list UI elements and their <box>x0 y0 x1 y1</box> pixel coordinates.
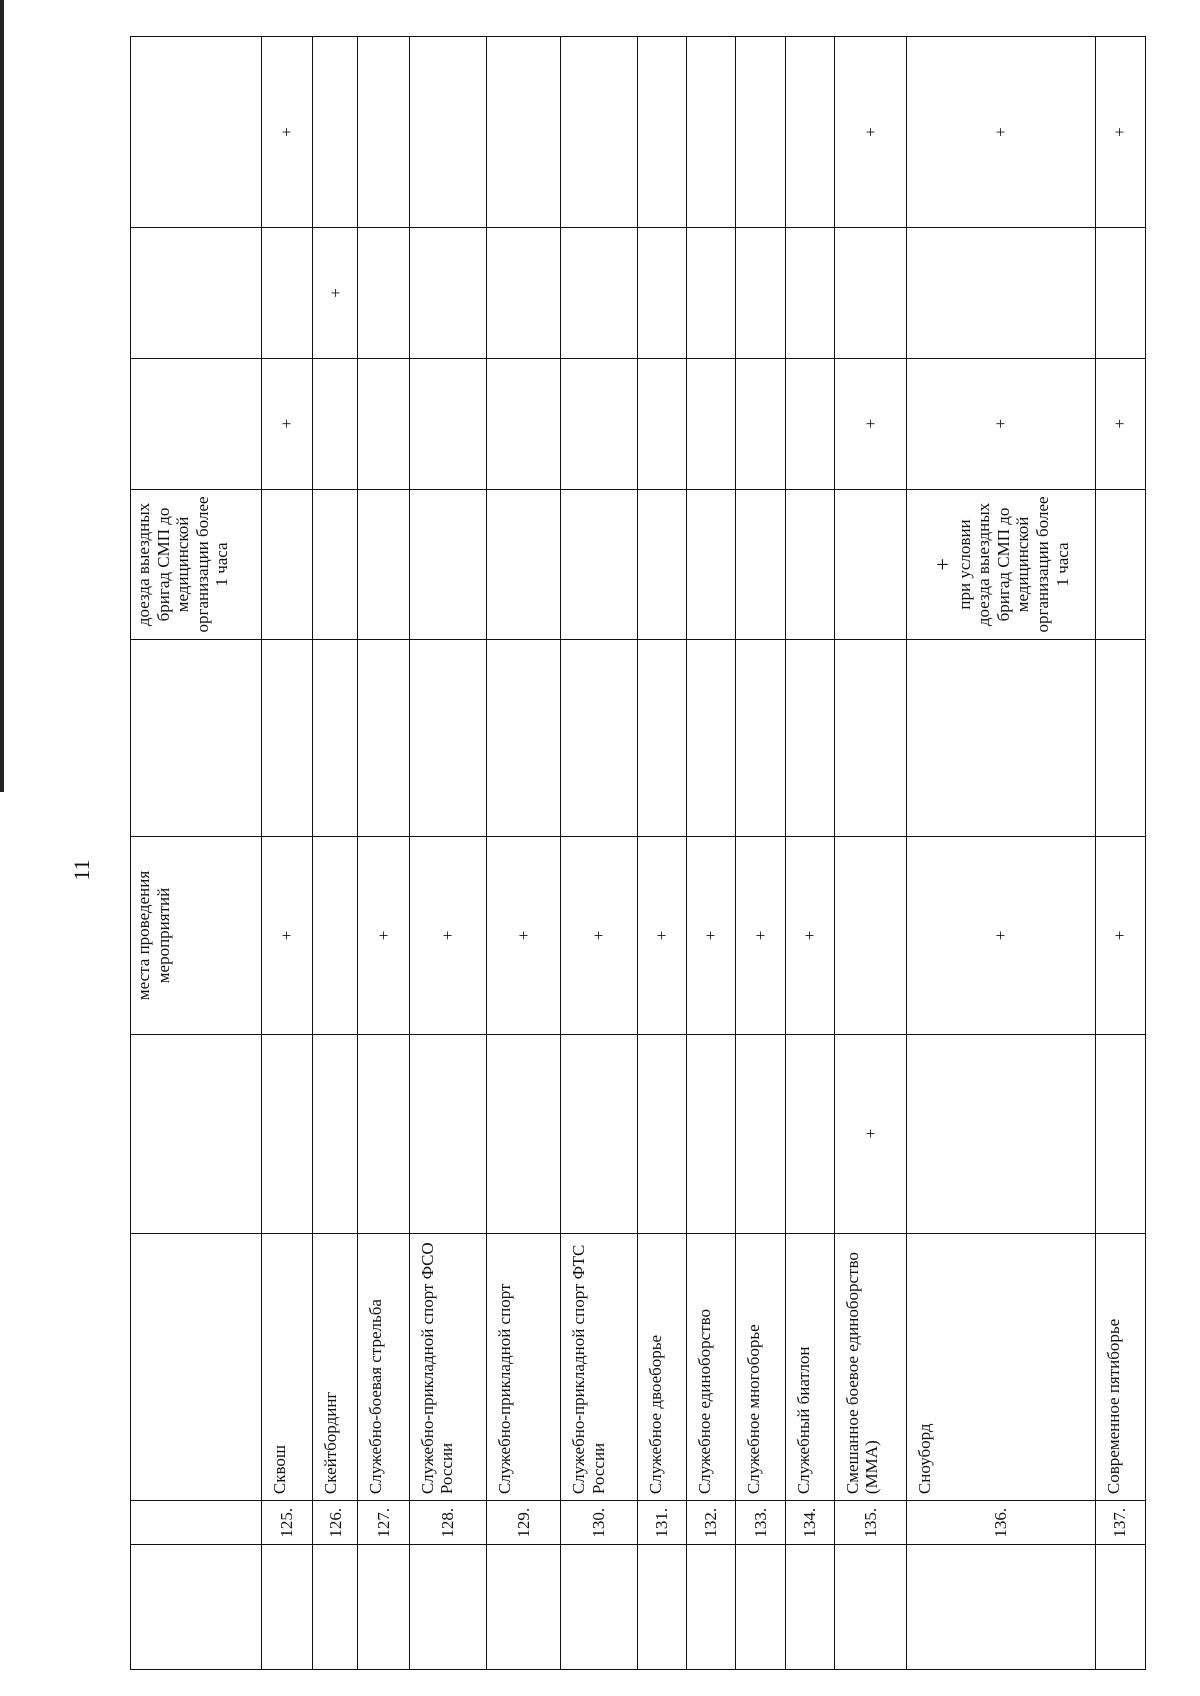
mark-cell-c3 <box>834 640 906 837</box>
row-spacer-cell <box>1095 1545 1145 1670</box>
corner-cell <box>131 1545 262 1670</box>
sport-name: Служебное единоборство <box>686 1233 735 1500</box>
row-number: 130. <box>561 1501 638 1545</box>
table-row <box>907 37 1095 1670</box>
row-number: 137. <box>1095 1501 1145 1545</box>
mark-cell-c4 <box>561 489 638 640</box>
row-number: 131. <box>637 1501 686 1545</box>
mark-cell-c3 <box>686 640 735 837</box>
table-row <box>1095 37 1145 1670</box>
mark-cell-c1 <box>262 1034 313 1233</box>
row-spacer-cell <box>262 1545 313 1670</box>
mark-cell-c5: + <box>907 358 1095 489</box>
mark-cell-c4 <box>1095 489 1145 640</box>
header-cell-name <box>131 1233 262 1500</box>
sport-name: Сквош <box>262 1233 313 1500</box>
sport-name: Скейтбординг <box>313 1233 358 1500</box>
sport-name: Служебно-прикладной спорт <box>486 1233 560 1500</box>
mark-cell-c3 <box>736 640 785 837</box>
row-spacer-cell <box>409 1545 486 1670</box>
row-spacer-cell <box>834 1545 906 1670</box>
sports-table <box>130 36 1146 1670</box>
sport-name: Смешанное боевое единоборство (ММА) <box>834 1233 906 1500</box>
mark-cell-c1 <box>561 1034 638 1233</box>
table-row <box>313 37 358 1670</box>
plus-mark: + <box>929 558 955 571</box>
row-spacer-cell <box>358 1545 409 1670</box>
header-cell-col6 <box>131 228 262 359</box>
mark-cell-c5: + <box>262 358 313 489</box>
table-row <box>637 37 686 1670</box>
mark-cell-c2: + <box>907 837 1095 1034</box>
row-number: 132. <box>686 1501 735 1545</box>
mark-cell-c3 <box>907 640 1095 837</box>
mark-cell-c5 <box>486 358 560 489</box>
mark-cell-c6 <box>736 228 785 359</box>
mark-cell-c7: + <box>262 37 313 228</box>
mark-cell-c7: + <box>834 37 906 228</box>
row-number: 127. <box>358 1501 409 1545</box>
mark-cell-c2: + <box>785 837 834 1034</box>
mark-cell-c2: + <box>561 837 638 1034</box>
mark-cell-c7 <box>561 37 638 228</box>
mark-cell-c1 <box>907 1034 1095 1233</box>
sport-name: Служебное многоборье <box>736 1233 785 1500</box>
header-cell-col7 <box>131 37 262 228</box>
mark-cell-c6 <box>907 228 1095 359</box>
row-number: 133. <box>736 1501 785 1545</box>
mark-cell-c7 <box>637 37 686 228</box>
mark-cell-c1 <box>785 1034 834 1233</box>
mark-cell-c6 <box>834 228 906 359</box>
row-number: 126. <box>313 1501 358 1545</box>
page-number: 11 <box>69 859 94 881</box>
mark-cell-c5 <box>637 358 686 489</box>
mark-cell-c2: + <box>686 837 735 1034</box>
mark-cell-c3 <box>637 640 686 837</box>
mark-cell-c7 <box>313 37 358 228</box>
mark-cell-c5 <box>313 358 358 489</box>
table-body <box>262 37 1146 1670</box>
row-spacer-cell <box>736 1545 785 1670</box>
mark-cell-c6 <box>637 228 686 359</box>
table-row <box>358 37 409 1670</box>
mark-cell-c7 <box>486 37 560 228</box>
row-number: 134. <box>785 1501 834 1545</box>
mark-cell-c5 <box>358 358 409 489</box>
mark-cell-c2: + <box>637 837 686 1034</box>
header-row <box>131 37 262 1670</box>
row-spacer-cell <box>686 1545 735 1670</box>
mark-cell-c3 <box>561 640 638 837</box>
mark-cell-c2 <box>834 837 906 1034</box>
mark-cell-c7: + <box>1095 37 1145 228</box>
mark-cell-c7 <box>409 37 486 228</box>
table-row <box>409 37 486 1670</box>
mark-cell-c6 <box>686 228 735 359</box>
mark-cell-c1 <box>313 1034 358 1233</box>
row-spacer-cell <box>907 1545 1095 1670</box>
mark-cell-c4 <box>785 489 834 640</box>
mark-cell-c6 <box>358 228 409 359</box>
mark-cell-c1 <box>358 1034 409 1233</box>
mark-cell-c5 <box>561 358 638 489</box>
mark-cell-c6 <box>785 228 834 359</box>
mark-cell-c4 <box>686 489 735 640</box>
mark-cell-c6: + <box>313 228 358 359</box>
mark-cell-c2: + <box>736 837 785 1034</box>
mark-cell-c3 <box>358 640 409 837</box>
mark-cell-c5 <box>736 358 785 489</box>
header-cell-col5 <box>131 358 262 489</box>
mark-cell-c3 <box>1095 640 1145 837</box>
mark-cell-c2: + <box>358 837 409 1034</box>
mark-cell-c1 <box>637 1034 686 1233</box>
mark-cell-c6 <box>486 228 560 359</box>
condition-note: при условии доезда выездных бригад СМП до медицинской организации более 1 часа <box>954 496 1072 633</box>
sport-name: Служебно-боевая стрельба <box>358 1233 409 1500</box>
mark-cell-c5 <box>686 358 735 489</box>
mark-cell-c2: + <box>1095 837 1145 1034</box>
table-row <box>834 37 906 1670</box>
mark-cell-c6 <box>1095 228 1145 359</box>
mark-cell-c1 <box>736 1034 785 1233</box>
mark-cell-c1 <box>1095 1034 1145 1233</box>
sport-name: Служебное двоеборье <box>637 1233 686 1500</box>
table-row <box>262 37 313 1670</box>
row-spacer-cell <box>637 1545 686 1670</box>
row-number: 129. <box>486 1501 560 1545</box>
header-cell-col4: доезда выездных бригад СМП до медицинской организации более 1 часа <box>131 489 262 640</box>
mark-cell-c1: + <box>834 1034 906 1233</box>
table-row <box>785 37 834 1670</box>
mark-cell-c3 <box>486 640 560 837</box>
row-number: 128. <box>409 1501 486 1545</box>
mark-cell-c6 <box>561 228 638 359</box>
sport-name: Служебно-прикладной спорт ФТС России <box>561 1233 638 1500</box>
mark-cell-c2 <box>313 837 358 1034</box>
row-spacer-cell <box>313 1545 358 1670</box>
mark-cell-c1 <box>486 1034 560 1233</box>
header-cell-number <box>131 1501 262 1545</box>
mark-cell-c4 <box>637 489 686 640</box>
sport-name: Сноуборд <box>907 1233 1095 1500</box>
sport-name: Служебно-прикладной спорт ФСО России <box>409 1233 486 1500</box>
mark-cell-c3 <box>262 640 313 837</box>
mark-cell-c3 <box>409 640 486 837</box>
sport-name: Служебный биатлон <box>785 1233 834 1500</box>
mark-cell-c4 <box>409 489 486 640</box>
condition-note-cell <box>907 489 1095 640</box>
row-number: 135. <box>834 1501 906 1545</box>
mark-cell-c7 <box>736 37 785 228</box>
mark-cell-c1 <box>686 1034 735 1233</box>
mark-cell-c5 <box>409 358 486 489</box>
mark-cell-c4 <box>358 489 409 640</box>
row-spacer-cell <box>486 1545 560 1670</box>
row-spacer-cell <box>561 1545 638 1670</box>
scan-edge <box>0 0 4 792</box>
mark-cell-c7 <box>785 37 834 228</box>
table-row <box>686 37 735 1670</box>
header-cell-col2: места проведения мероприятий <box>131 837 262 1034</box>
table-row <box>736 37 785 1670</box>
mark-cell-c4 <box>313 489 358 640</box>
header-cell-col3 <box>131 640 262 837</box>
mark-cell-c6 <box>262 228 313 359</box>
table-container <box>130 36 1146 1670</box>
row-number: 125. <box>262 1501 313 1545</box>
mark-cell-c5: + <box>1095 358 1145 489</box>
mark-cell-c7 <box>358 37 409 228</box>
mark-cell-c3 <box>785 640 834 837</box>
table-row <box>561 37 638 1670</box>
row-number: 136. <box>907 1501 1095 1545</box>
mark-cell-c4 <box>736 489 785 640</box>
mark-cell-c4 <box>486 489 560 640</box>
table-row <box>486 37 560 1670</box>
mark-cell-c7 <box>686 37 735 228</box>
row-spacer-cell <box>785 1545 834 1670</box>
mark-cell-c4 <box>262 489 313 640</box>
mark-cell-c2: + <box>486 837 560 1034</box>
mark-cell-c7: + <box>907 37 1095 228</box>
mark-cell-c4 <box>834 489 906 640</box>
mark-cell-c5: + <box>834 358 906 489</box>
sport-name: Современное пятиборье <box>1095 1233 1145 1500</box>
header-cell-col1 <box>131 1034 262 1233</box>
mark-cell-c3 <box>313 640 358 837</box>
mark-cell-c5 <box>785 358 834 489</box>
mark-cell-c2: + <box>409 837 486 1034</box>
mark-cell-c1 <box>409 1034 486 1233</box>
mark-cell-c6 <box>409 228 486 359</box>
mark-cell-c2: + <box>262 837 313 1034</box>
